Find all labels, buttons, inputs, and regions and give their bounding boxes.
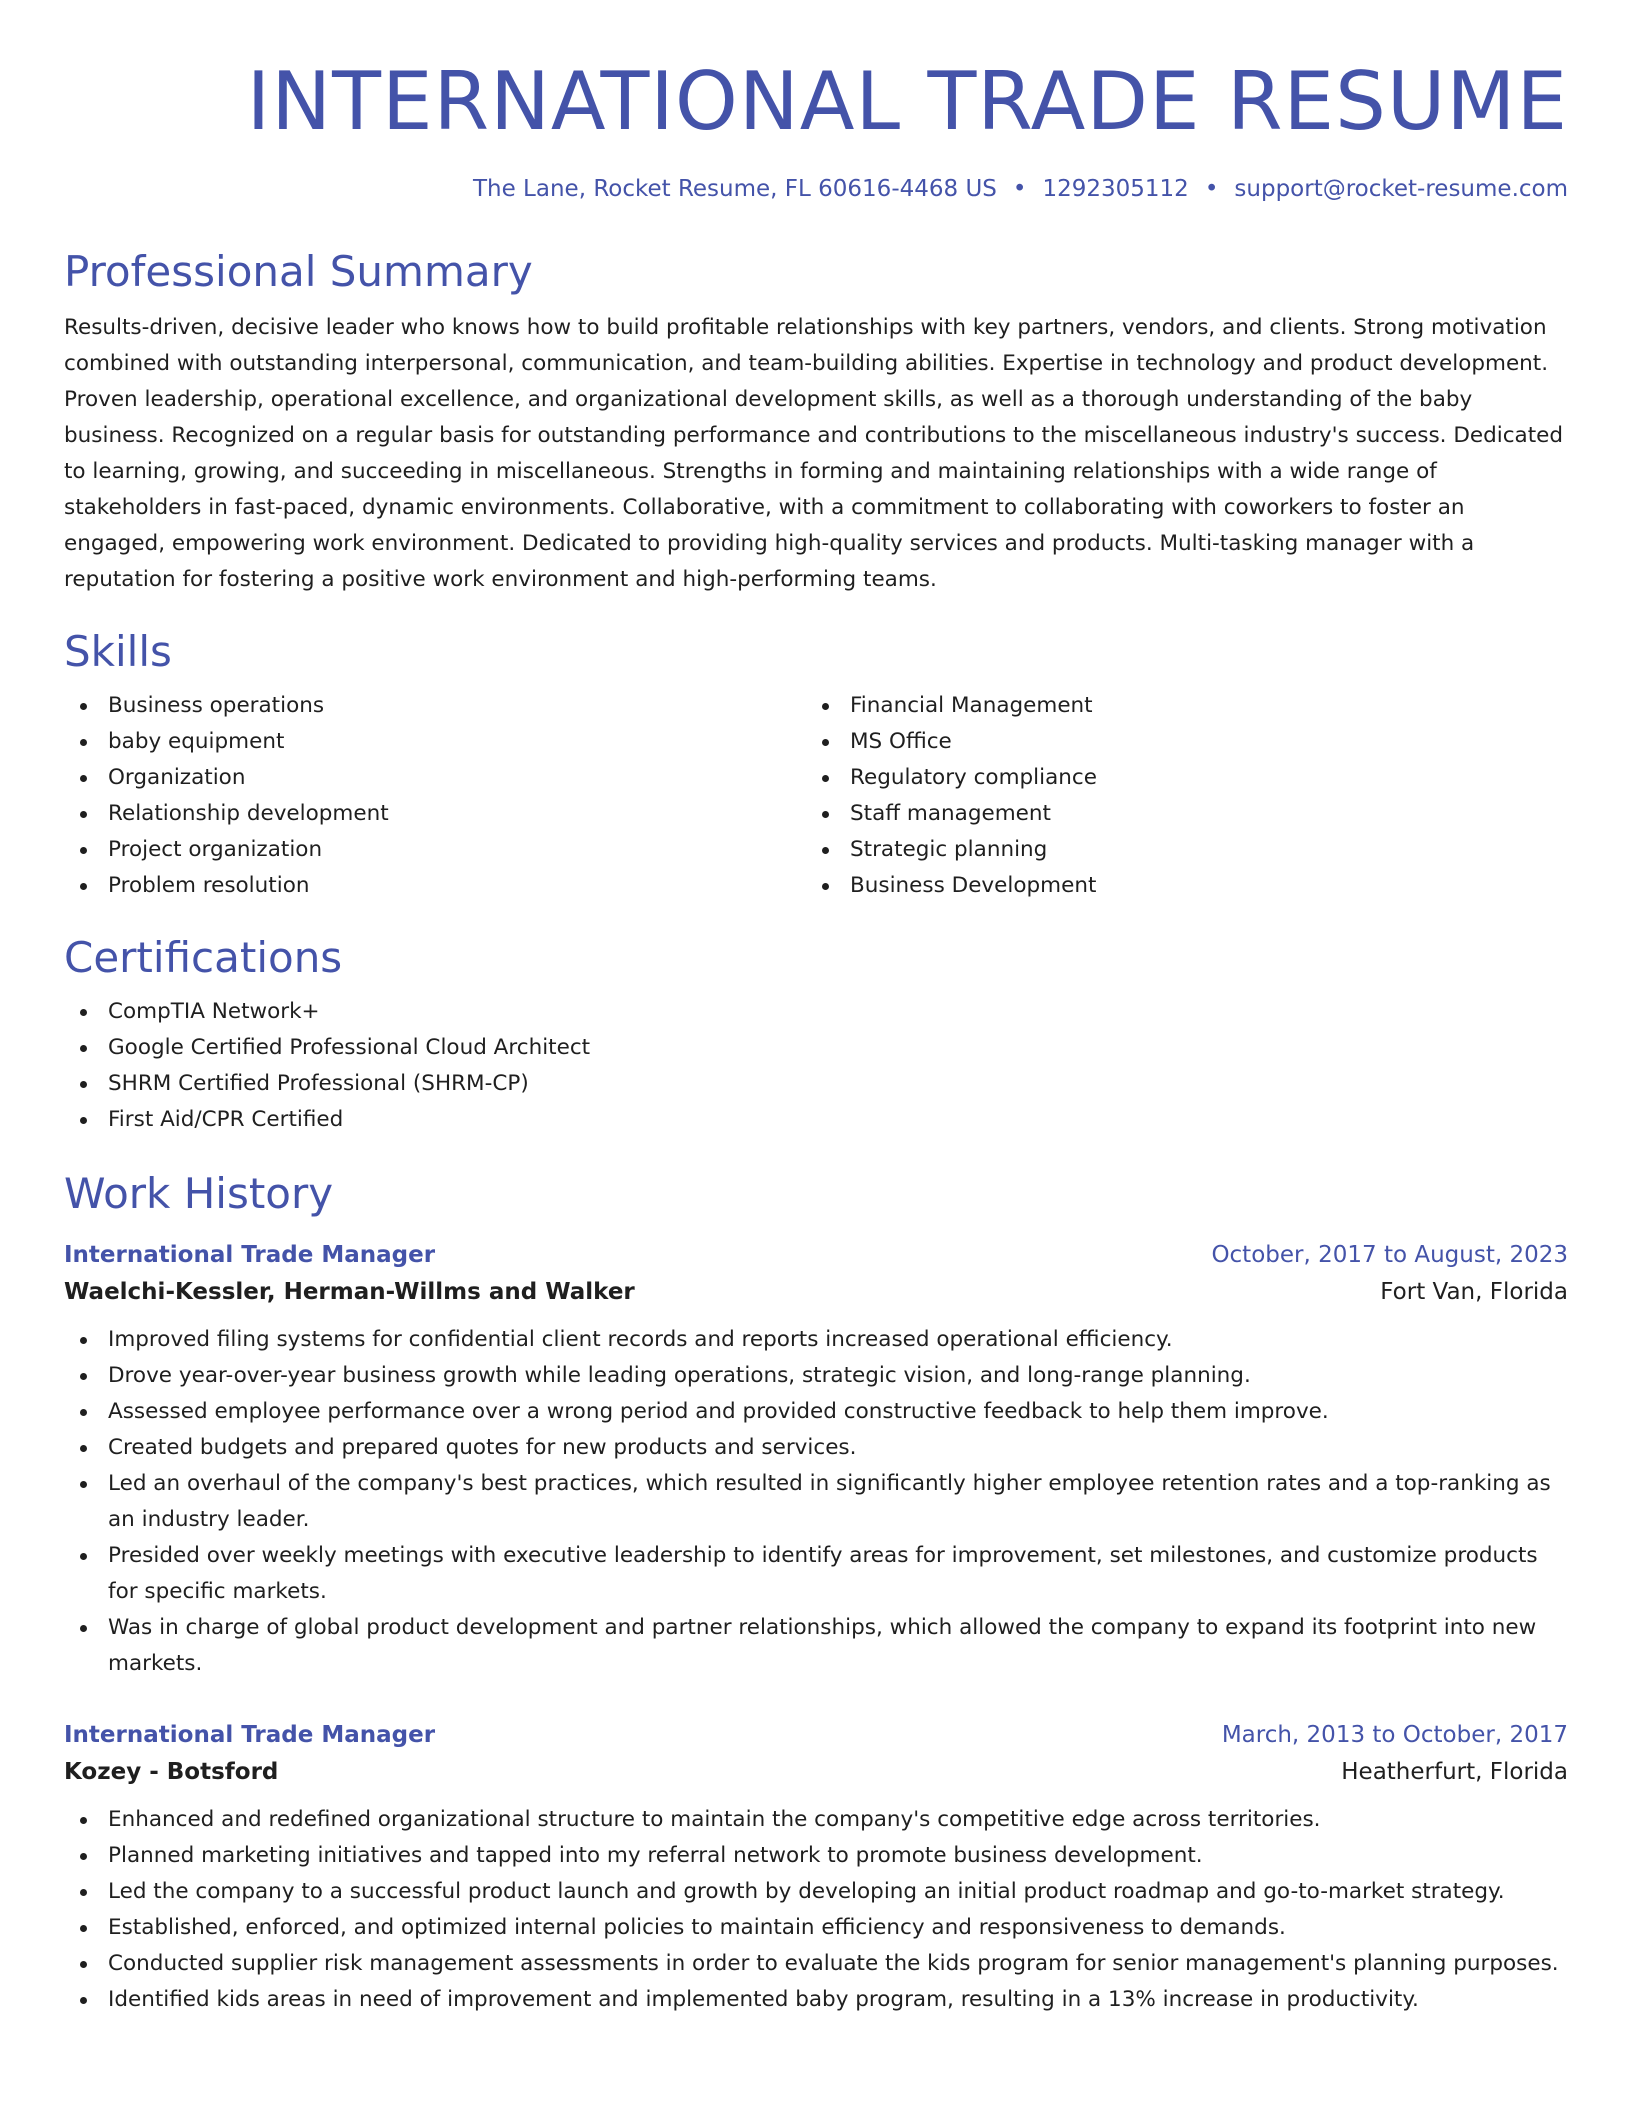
- job-bullet: Presided over weekly meetings with executive leadership to identify areas for improvement, set milestones, and customize products for specific markets.: [64, 1538, 1568, 1610]
- job-location: Heatherfurt, Florida: [1341, 1759, 1568, 1785]
- contact-email[interactable]: support@rocket-resume.com: [1234, 176, 1568, 202]
- certification-item: SHRM Certified Professional (SHRM-CP): [64, 1066, 1568, 1102]
- job-dates: March, 2013 to October, 2017: [1221, 1722, 1568, 1748]
- job-company-row: [64, 1272, 1568, 1312]
- contact-address: The Lane, Rocket Resume, FL 60616-4468 US: [472, 176, 997, 202]
- job-bullet: Enhanced and redefined organizational structure to maintain the company's competitive edge across territories.: [64, 1802, 1568, 1838]
- job-bullet: Assessed employee performance over a wrong period and provided constructive feedback to help them improve.: [64, 1394, 1568, 1430]
- skill-item: Business Development: [806, 868, 1548, 904]
- skill-item: MS Office: [806, 724, 1548, 760]
- skill-item: Problem resolution: [64, 868, 806, 904]
- job-bullets: [64, 1802, 1568, 2018]
- resume-title: INTERNATIONAL TRADE RESUME: [246, 55, 1568, 148]
- job-bullets: [64, 1322, 1568, 1682]
- certifications-heading: Certifications: [64, 933, 343, 982]
- skill-item: baby equipment: [64, 724, 806, 760]
- certifications-list: [64, 994, 1568, 1138]
- contact-phone: 1292305112: [1042, 176, 1189, 202]
- job-bullet: Identified kids areas in need of improvement and implemented baby program, resulting in a 13% increase in productivity.: [64, 1982, 1568, 2018]
- job-entry: [64, 1238, 1568, 1682]
- job-bullet: Led the company to a successful product launch and growth by developing an initial product roadmap and go-to-market strategy.: [64, 1874, 1568, 1910]
- skill-item: Business operations: [64, 688, 806, 724]
- summary-text: Results-driven, decisive leader who knows how to build profitable relationships with key partners, vendors, and clients. Strong motivation combined with outstanding interpersonal, communication, and team-building abilities. Expertise in technology and product development. Proven leadership, operational excellence, and organizational development skills, as well as a thorough understanding of the baby business. Recognized on a regular basis for outstanding performance and contributions to the miscellaneous industry's success. Dedicated to learning, growing, and succeeding in miscellaneous. Strengths in forming and maintaining relationships with a wide range of stakeholders in fast-paced, dynamic environments. Collaborative, with a commitment to collaborating with coworkers to foster an engaged, empowering work environment. Dedicated to providing high-quality services and products. Multi-tasking manager with a reputation for fostering a positive work environment and high-performing teams.: [64, 315, 1564, 592]
- skills-list-left: [64, 688, 806, 904]
- contact-separator: •: [1012, 176, 1027, 202]
- job-bullet: Created budgets and prepared quotes for new products and services.: [64, 1430, 1568, 1466]
- skill-item: Financial Management: [806, 688, 1548, 724]
- skills-list-right: [806, 688, 1548, 904]
- job-header-row: [64, 1238, 1568, 1272]
- job-bullet: Established, enforced, and optimized internal policies to maintain efficiency and responsiveness to demands.: [64, 1910, 1568, 1946]
- job-bullet: Planned marketing initiatives and tapped into my referral network to promote business development.: [64, 1838, 1568, 1874]
- certification-item: CompTIA Network+: [64, 994, 1568, 1030]
- skills-heading: Skills: [64, 627, 172, 676]
- job-bullet: Was in charge of global product development and partner relationships, which allowed the company to expand its footprint into new markets.: [64, 1610, 1568, 1682]
- job-header-row: [64, 1718, 1568, 1752]
- work-history-heading: Work History: [64, 1169, 334, 1218]
- certification-item: Google Certified Professional Cloud Architect: [64, 1030, 1568, 1066]
- skill-item: Project organization: [64, 832, 806, 868]
- job-bullet: Conducted supplier risk management assessments in order to evaluate the kids program for senior management's planning purposes.: [64, 1946, 1568, 1982]
- job-bullet: Led an overhaul of the company's best practices, which resulted in significantly higher employee retention rates and a top-ranking as an industry leader.: [64, 1466, 1568, 1538]
- skills-columns: [64, 688, 1568, 904]
- skill-item: Regulatory compliance: [806, 760, 1548, 796]
- job-company: Waelchi-Kessler, Herman-Willms and Walker: [64, 1279, 635, 1305]
- contact-line: [64, 174, 1568, 204]
- skill-item: Organization: [64, 760, 806, 796]
- job-entry: [64, 1718, 1568, 2018]
- contact-separator: •: [1204, 176, 1219, 202]
- skill-item: Strategic planning: [806, 832, 1548, 868]
- job-company-row: [64, 1752, 1568, 1792]
- job-bullet: Drove year-over-year business growth while leading operations, strategic vision, and long-range planning.: [64, 1358, 1568, 1394]
- skill-item: Relationship development: [64, 796, 806, 832]
- skill-item: Staff management: [806, 796, 1548, 832]
- job-dates: October, 2017 to August, 2023: [1211, 1242, 1568, 1268]
- job-company: Kozey - Botsford: [64, 1759, 279, 1785]
- job-location: Fort Van, Florida: [1380, 1279, 1568, 1305]
- summary-heading: Professional Summary: [64, 247, 533, 296]
- job-title: International Trade Manager: [64, 1242, 436, 1268]
- job-bullet: Improved filing systems for confidential client records and reports increased operational efficiency.: [64, 1322, 1568, 1358]
- certification-item: First Aid/CPR Certified: [64, 1102, 1568, 1138]
- job-title: International Trade Manager: [64, 1722, 436, 1748]
